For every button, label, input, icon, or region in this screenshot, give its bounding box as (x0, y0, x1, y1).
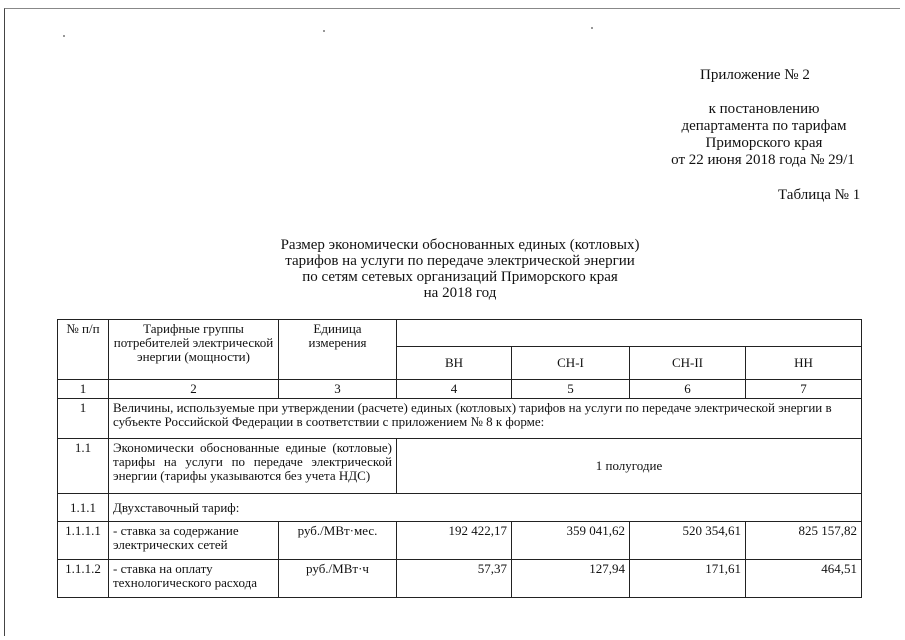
sub-section-text: Экономически обоснованные единые (котловые) тарифы на услуги по передаче электрической энергии (тарифы указываются без учета НДС) (109, 439, 397, 494)
col-number: 6 (630, 380, 746, 399)
header-level-sn1: СН-I (512, 347, 630, 380)
header-level-sn2: СН-II (630, 347, 746, 380)
value-vn: 57,37 (397, 560, 512, 598)
sub-section-row (58, 439, 862, 494)
tariff-table (57, 319, 862, 598)
value-sn2: 171,61 (630, 560, 746, 598)
header-num: № п/п (58, 320, 109, 380)
row-unit: руб./МВт·ч (279, 560, 397, 598)
two-part-num: 1.1.1 (58, 494, 109, 522)
header-groups: Тарифные группы потребителей электрической энергии (мощности) (109, 320, 279, 380)
two-part-text: Двухставочный тариф: (109, 494, 862, 522)
col-number: 3 (279, 380, 397, 399)
header-unit: Единица измерения (279, 320, 397, 380)
col-number: 2 (109, 380, 279, 399)
period-label: 1 полугодие (397, 439, 862, 494)
sub-section-num: 1.1 (58, 439, 109, 494)
resolution-line-3: Приморского края (705, 135, 823, 151)
value-sn1: 127,94 (512, 560, 630, 598)
table-row (58, 560, 862, 598)
title-line-1: Размер экономически обоснованных единых (котловых) (280, 237, 640, 253)
header-row (58, 320, 862, 347)
col-number: 1 (58, 380, 109, 399)
section-num: 1 (58, 399, 109, 439)
header-level-nn: НН (746, 347, 862, 380)
row-num: 1.1.1.1 (58, 522, 109, 560)
row-name: - ставка за содержание электрических сетей (109, 522, 279, 560)
header-level-vn: ВН (397, 347, 512, 380)
title-line-4: на 2018 год (423, 285, 497, 301)
value-vn: 192 422,17 (397, 522, 512, 560)
row-unit: руб./МВт·мес. (279, 522, 397, 560)
col-number: 5 (512, 380, 630, 399)
row-name: - ставка на оплату технологического расхода (109, 560, 279, 598)
two-part-row (58, 494, 862, 522)
header-voltage-group (397, 320, 862, 347)
value-sn2: 520 354,61 (630, 522, 746, 560)
table-row (58, 522, 862, 560)
document-title (250, 237, 670, 301)
column-numbers-row (58, 380, 862, 399)
resolution-line-1: к постановлению (708, 101, 820, 117)
resolution-line-4: от 22 июня 2018 года № 29/1 (671, 152, 855, 168)
scan-speck (591, 27, 593, 29)
section-row (58, 399, 862, 439)
title-line-2: тарифов на услуги по передаче электрической энергии (285, 253, 635, 269)
appendix-label: Приложение № 2 (700, 67, 810, 83)
row-num: 1.1.1.2 (58, 560, 109, 598)
value-nn: 464,51 (746, 560, 862, 598)
section-text: Величины, используемые при утверждении (расчете) единых (котловых) тарифов на услуги по передаче электрической энергии в субъекте Российской Федерации в соответствии с приложением № 8 к форме: (109, 399, 862, 439)
scan-speck (63, 35, 65, 37)
scan-speck (323, 30, 325, 32)
value-nn: 825 157,82 (746, 522, 862, 560)
col-number: 7 (746, 380, 862, 399)
resolution-line-2: департамента по тарифам (681, 118, 847, 134)
title-line-3: по сетям сетевых организаций Приморского края (302, 269, 618, 285)
col-number: 4 (397, 380, 512, 399)
value-sn1: 359 041,62 (512, 522, 630, 560)
table-number: Таблица № 1 (778, 187, 861, 203)
